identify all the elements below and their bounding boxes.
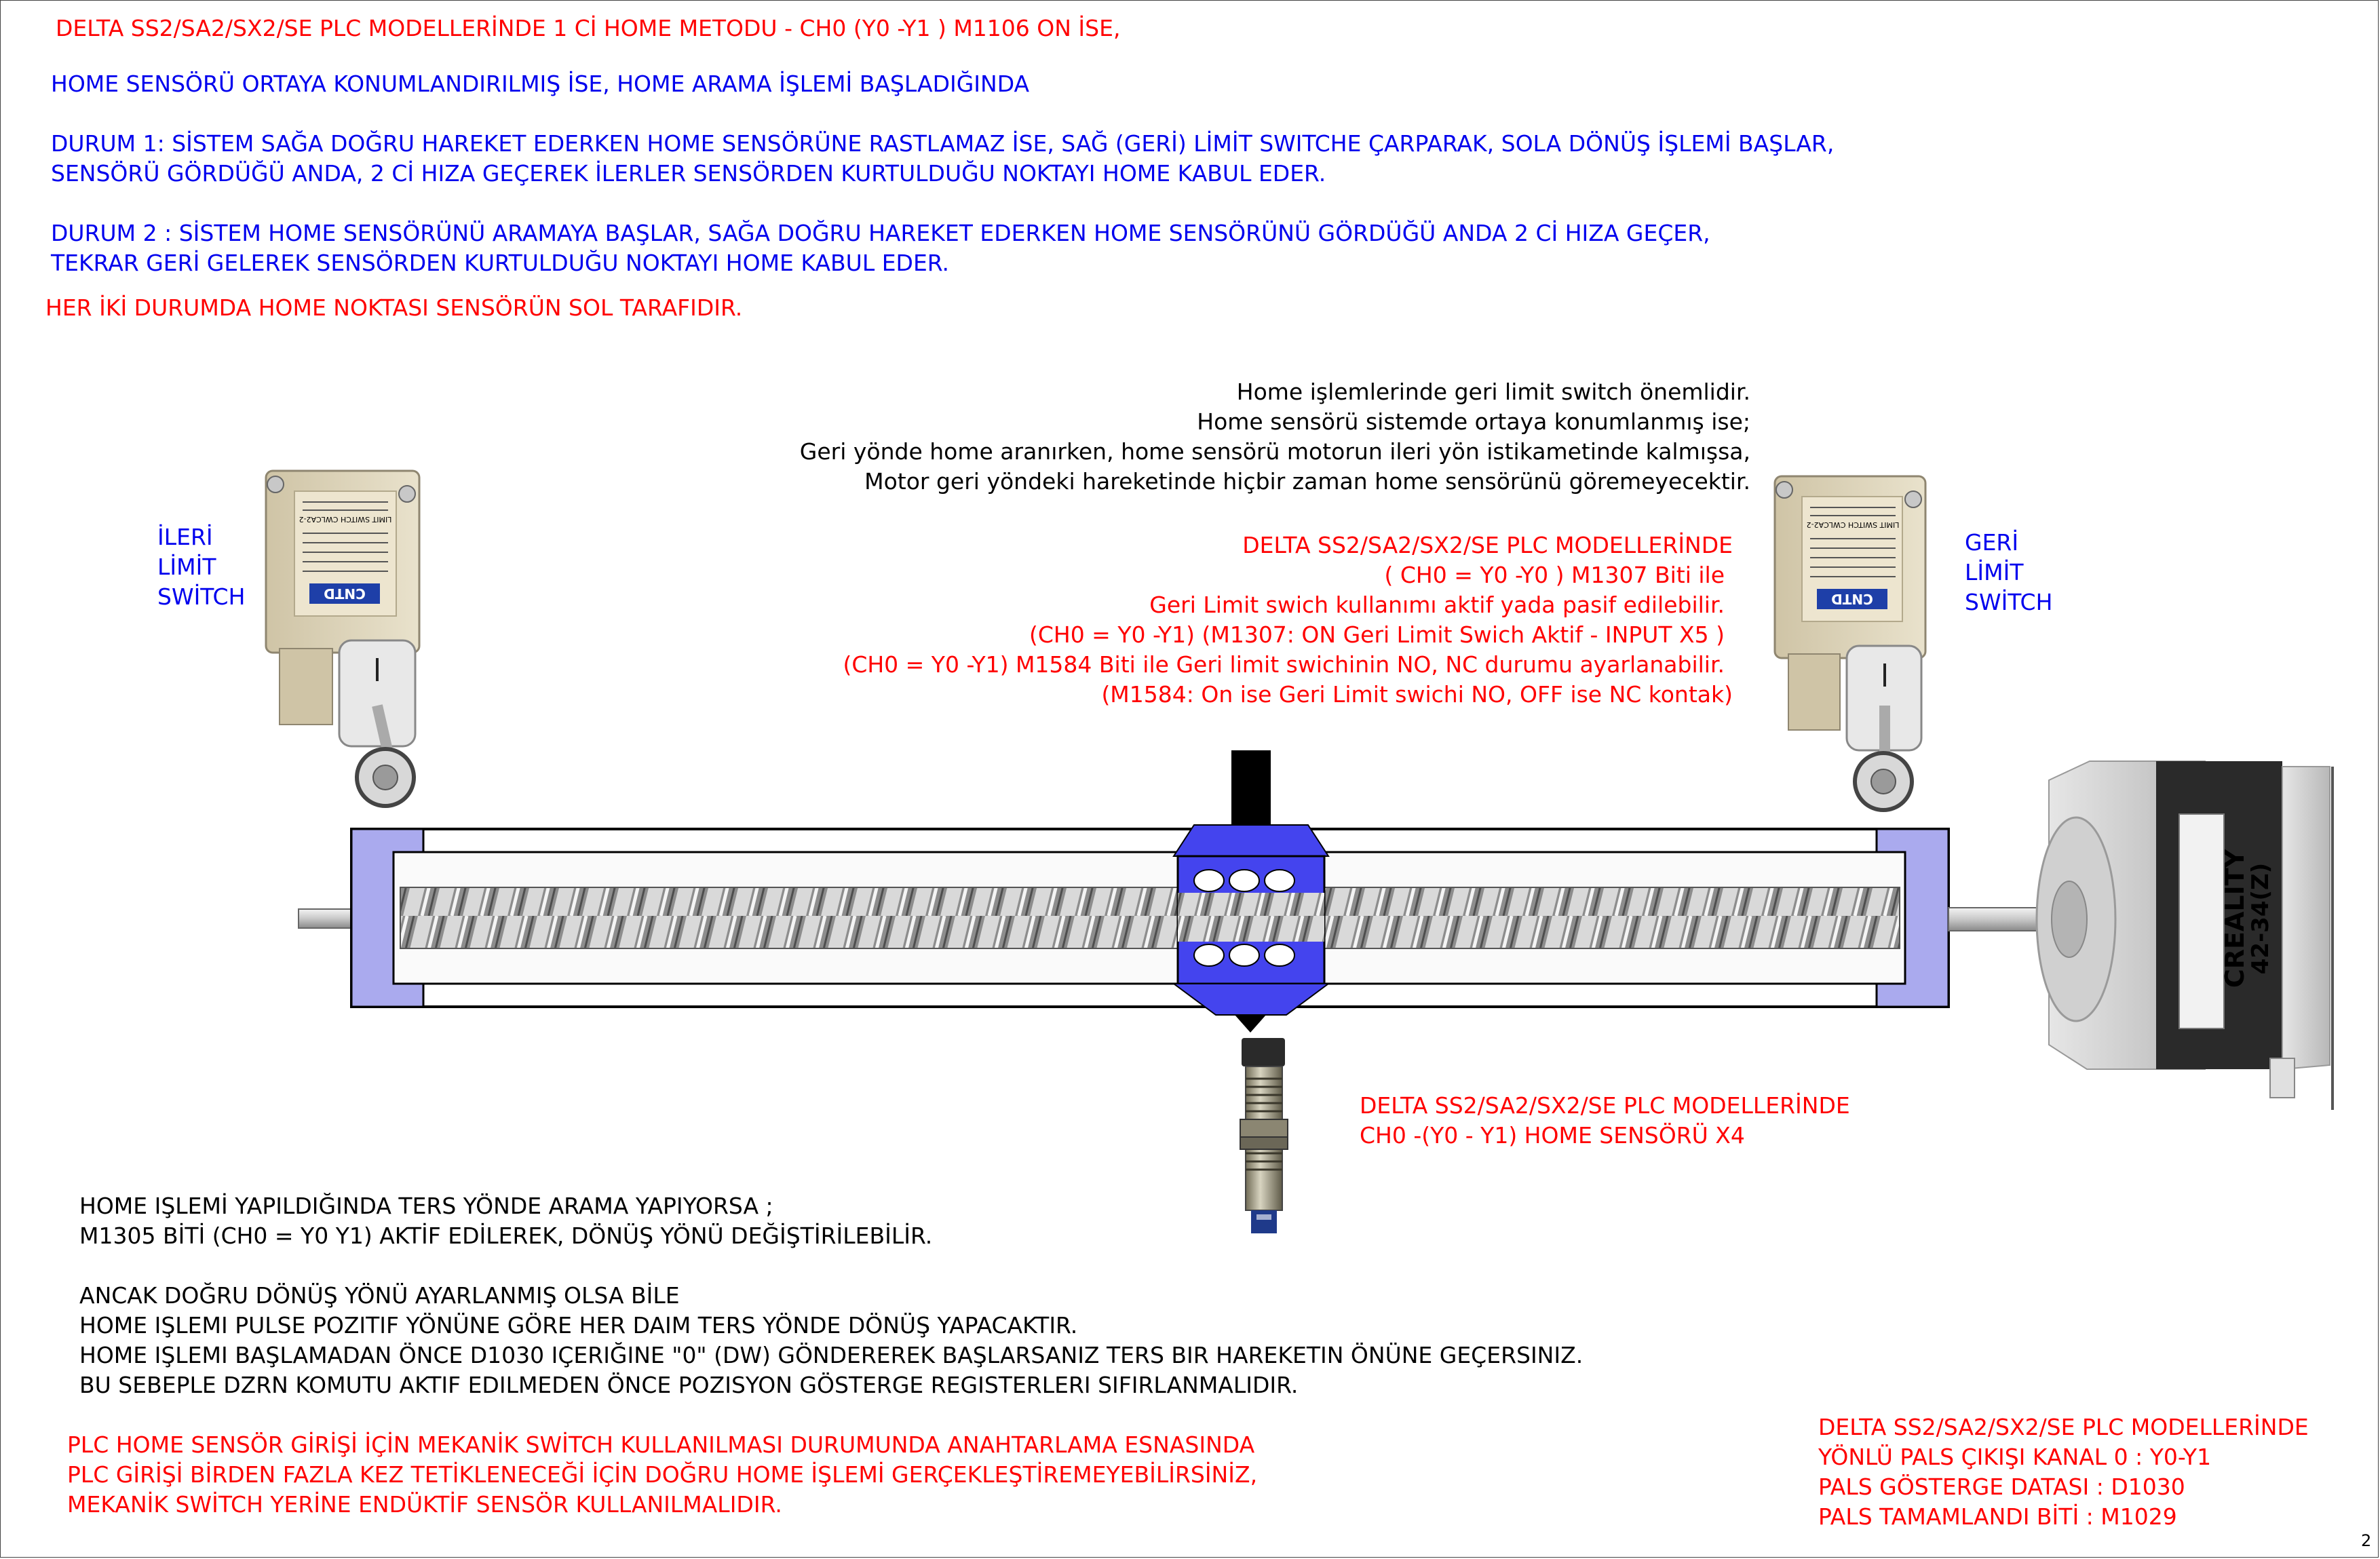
note-black-3: Geri yönde home aranırken, home sensörü motorun ileri yön istikametinde kalmışsa, — [799, 438, 1750, 465]
bottom-right-3: PALS GÖSTERGE DATASI : D1030 — [1818, 1474, 2185, 1500]
note-red-1: DELTA SS2/SA2/SX2/SE PLC MODELLERİNDE — [1242, 532, 1733, 558]
case2-line1: DURUM 2 : SİSTEM HOME SENSÖRÜNÜ ARAMAYA BAŞLAR, SAĞA DOĞRU HAREKET EDERKEN HOME SENSÖRÜNÜ GÖRDÜĞÜ ANDA 2 Cİ HIZA GEÇER, — [51, 220, 1710, 246]
motor-brand: CREALITY — [2220, 849, 2250, 988]
header-title: DELTA SS2/SA2/SX2/SE PLC MODELLERİNDE 1 Cİ HOME METODU - CH0 (Y0 -Y1 ) M1106 ON İSE, — [56, 15, 1121, 41]
sensor-label-1: DELTA SS2/SA2/SX2/SE PLC MODELLERİNDE — [1360, 1092, 1850, 1119]
bottom-black-2: M1305 BİTİ (CH0 = Y0 Y1) AKTİF EDİLEREK, DÖNÜŞ YÖNÜ DEĞİŞTİRİLEBİLİR. — [79, 1223, 933, 1249]
page-number: 2 — [2361, 1531, 2372, 1550]
right-switch-label-3: SWİTCH — [1965, 589, 2053, 615]
carriage — [1174, 750, 1328, 1033]
left-switch-label-1: İLERİ — [157, 524, 213, 550]
left-switch-label-3: SWİTCH — [157, 583, 246, 610]
right-switch-label-1: GERİ — [1965, 529, 2019, 556]
note-red-2: ( CH0 = Y0 -Y0 ) M1307 Biti ile — [1384, 562, 1725, 588]
note-black-4: Motor geri yöndeki hareketinde hiçbir zaman home sensörünü göremeyecektir. — [864, 468, 1750, 495]
bottom-black-1: HOME IŞLEMİ YAPILDIĞINDA TERS YÖNDE ARAMA YAPIYORSA ; — [79, 1193, 773, 1219]
bottom-right-4: PALS TAMAMLANDI BİTİ : M1029 — [1818, 1503, 2177, 1530]
header-condition: HOME SENSÖRÜ ORTAYA KONUMLANDIRILMIŞ İSE, HOME ARAMA İŞLEMİ BAŞLADIĞINDA — [51, 71, 1030, 97]
left-switch-brand: CNTD — [324, 585, 366, 602]
left-switch-label-2: LİMİT — [157, 554, 216, 580]
left-shaft-stub — [299, 909, 351, 928]
home-sensor — [1240, 1038, 1288, 1233]
right-switch-label-2: LİMİT — [1965, 559, 2024, 585]
note-red-6: (M1584: On ise Geri Limit swichi NO, OFF ise NC kontak) — [1101, 681, 1733, 708]
bottom-black-4: HOME IŞLEMI PULSE POZITIF YÖNÜNE GÖRE HER DAIM TERS YÖNDE DÖNÜŞ YAPACAKTIR. — [79, 1312, 1078, 1339]
stepper-motor — [2037, 761, 2333, 1110]
bottom-right-2: YÖNLÜ PALS ÇIKIŞI KANAL 0 : Y0-Y1 — [1818, 1444, 2212, 1470]
ball-screw — [400, 887, 1900, 948]
bottom-red-2: PLC GİRİŞİ BİRDEN FAZLA KEZ TETİKLENECEĞİ İÇİN DOĞRU HOME İŞLEMİ GERÇEKLEŞTİREMEYEBİLİRSİNİZ, — [67, 1461, 1258, 1488]
bottom-red-1: PLC HOME SENSÖR GİRİŞİ İÇİN MEKANİK SWİTCH KULLANILMASI DURUMUNDA ANAHTARLAMA ESNASINDA — [67, 1431, 1255, 1458]
note-red-5: (CH0 = Y0 -Y1) M1584 Biti ile Geri limit swichinin NO, NC durumu ayarlanabilir. — [843, 651, 1725, 678]
right-switch-brand: CNTD — [1831, 591, 1873, 607]
sensor-label-2: CH0 -(Y0 - Y1) HOME SENSÖRÜ X4 — [1360, 1122, 1745, 1149]
right-switch-model: LIMIT SWITCH CWLCA2-2 — [1806, 520, 1900, 529]
note-black-2: Home sensörü sistemde ortaya konumlanmış ise; — [1197, 408, 1750, 435]
bottom-red-3: MEKANİK SWİTCH YERİNE ENDÜKTİF SENSÖR KULLANILMALIDIR. — [67, 1491, 782, 1518]
bottom-black-6: BU SEBEPLE DZRN KOMUTU AKTIF EDILMEDEN ÖNCE POZISYON GÖSTERGE REGISTERLERI SIFIRLANMALIDIR. — [79, 1372, 1299, 1398]
case1-line2: SENSÖRÜ GÖRDÜĞÜ ANDA, 2 Cİ HIZA GEÇEREK İLERLER SENSÖRDEN KURTULDUĞU NOKTAYI HOME KABUL EDER. — [51, 160, 1326, 187]
conclusion: HER İKİ DURUMDA HOME NOKTASI SENSÖRÜN SOL TARAFIDIR. — [45, 294, 743, 321]
bottom-black-5: HOME IŞLEMI BAŞLAMADAN ÖNCE D1030 IÇERIĞINE "0" (DW) GÖNDEREREK BAŞLARSANIZ TERS BIR HAREKETIN ÖNÜNE GEÇERSINIZ. — [79, 1342, 1584, 1368]
note-black-1: Home işlemlerinde geri limit switch önemlidir. — [1236, 379, 1750, 405]
case1-line1: DURUM 1: SİSTEM SAĞA DOĞRU HAREKET EDERKEN HOME SENSÖRÜNE RASTLAMAZ İSE, SAĞ (GERİ) LİMİT SWITCHE ÇARPARAK, SOLA DÖNÜŞ İŞLEMİ BAŞLAR, — [51, 130, 1835, 157]
motor-model: 42-34(Z) — [2247, 862, 2274, 975]
left-switch-model: LIMIT SWITCH CWLCA2-2 — [299, 515, 392, 524]
bottom-right-1: DELTA SS2/SA2/SX2/SE PLC MODELLERİNDE — [1818, 1414, 2309, 1440]
case2-line2: TEKRAR GERİ GELEREK SENSÖRDEN KURTULDUĞU NOKTAYI HOME KABUL EDER. — [51, 250, 950, 276]
bottom-black-3: ANCAK DOĞRU DÖNÜŞ YÖNÜ AYARLANMIŞ OLSA BİLE — [79, 1282, 680, 1309]
note-red-3: Geri Limit swich kullanımı aktif yada pasif edilebilir. — [1149, 592, 1725, 618]
note-red-4: (CH0 = Y0 -Y1) (M1307: ON Geri Limit Swich Aktif - INPUT X5 ) — [1029, 621, 1725, 648]
